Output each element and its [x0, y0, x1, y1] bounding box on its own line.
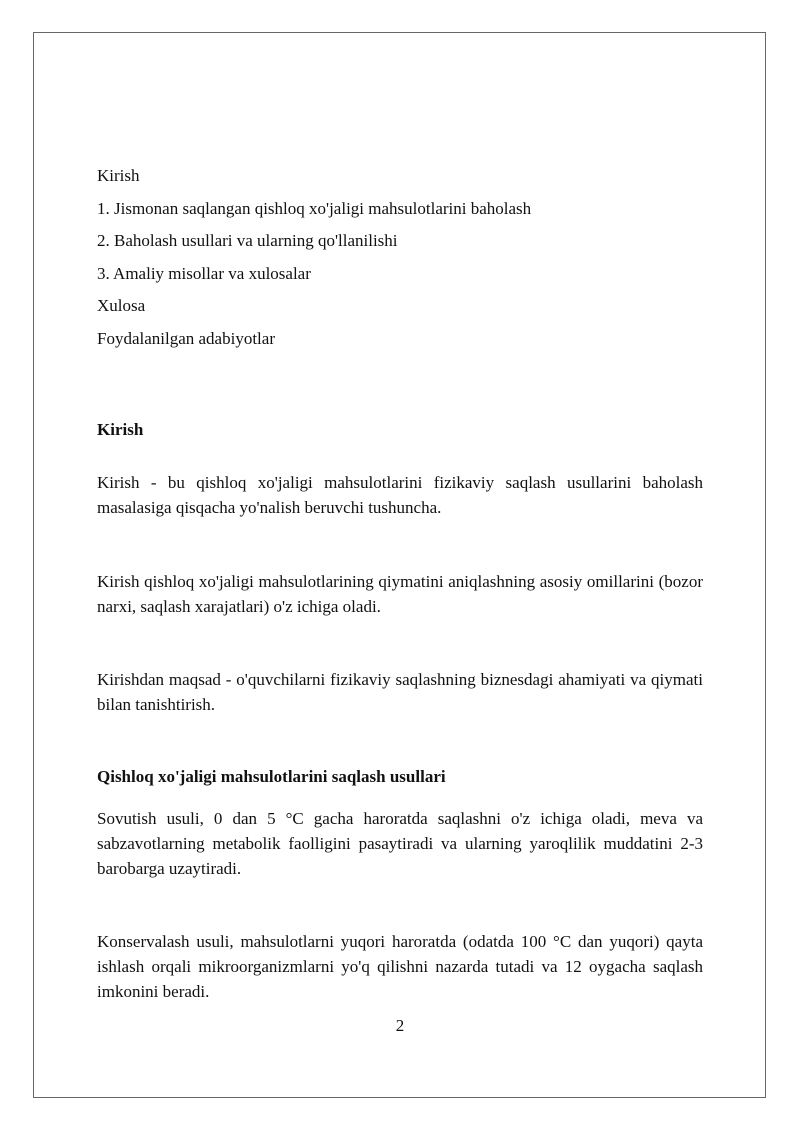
paragraph: Konservalash usuli, mahsulotlarni yuqori haroratda (odatda 100 °C dan yuqori) qayta ishlash orqali mikroorganizmlarni yo'q qilishni nazarda tutadi va 12 oygacha saqlash imkonini beradi.	[97, 932, 703, 1001]
paragraph: Sovutish usuli, 0 dan 5 °C gacha haroratda saqlashni o'z ichiga oladi, meva va sabzavotlarning metabolik faolligini pasaytiradi va ularning yaroqlilik muddatini 2-3 barobarga uzaytiradi.	[97, 809, 703, 878]
table-of-contents	[97, 160, 703, 355]
paragraph: Kirishdan maqsad - o'quvchilarni fizikaviy saqlashning biznesdagi ahamiyati va qiymati bilan tanishtirish.	[97, 670, 703, 714]
toc-item-2: 2. Baholash usullari va ularning qo'llanilishi	[97, 231, 398, 250]
toc-item-intro: Kirish	[97, 166, 140, 185]
toc-item-references: Foydalanilgan adabiyotlar	[97, 328, 275, 348]
section-heading-storage-methods: Qishloq xo'jaligi mahsulotlarini saqlash usullari	[97, 767, 446, 786]
toc-item-conclusion: Xulosa	[97, 296, 146, 315]
paragraph: Kirish - bu qishloq xo'jaligi mahsulotlarini fizikaviy saqlash usullarini baholash masalasiga qisqacha yo'nalish beruvchi tushuncha.	[97, 473, 703, 517]
toc-item-1: 1. Jismonan saqlangan qishloq xo'jaligi mahsulotlarini baholash	[97, 198, 532, 218]
section-heading-intro: Kirish	[97, 420, 144, 439]
paragraph: Kirish qishloq xo'jaligi mahsulotlarining qiymatini aniqlashning asosiy omillarini (bozor narxi, saqlash xarajatlari) o'z ichiga oladi.	[97, 572, 703, 616]
toc-item-3: 3. Amaliy misollar va xulosalar	[97, 263, 311, 283]
page-number: 2	[395, 1016, 405, 1035]
